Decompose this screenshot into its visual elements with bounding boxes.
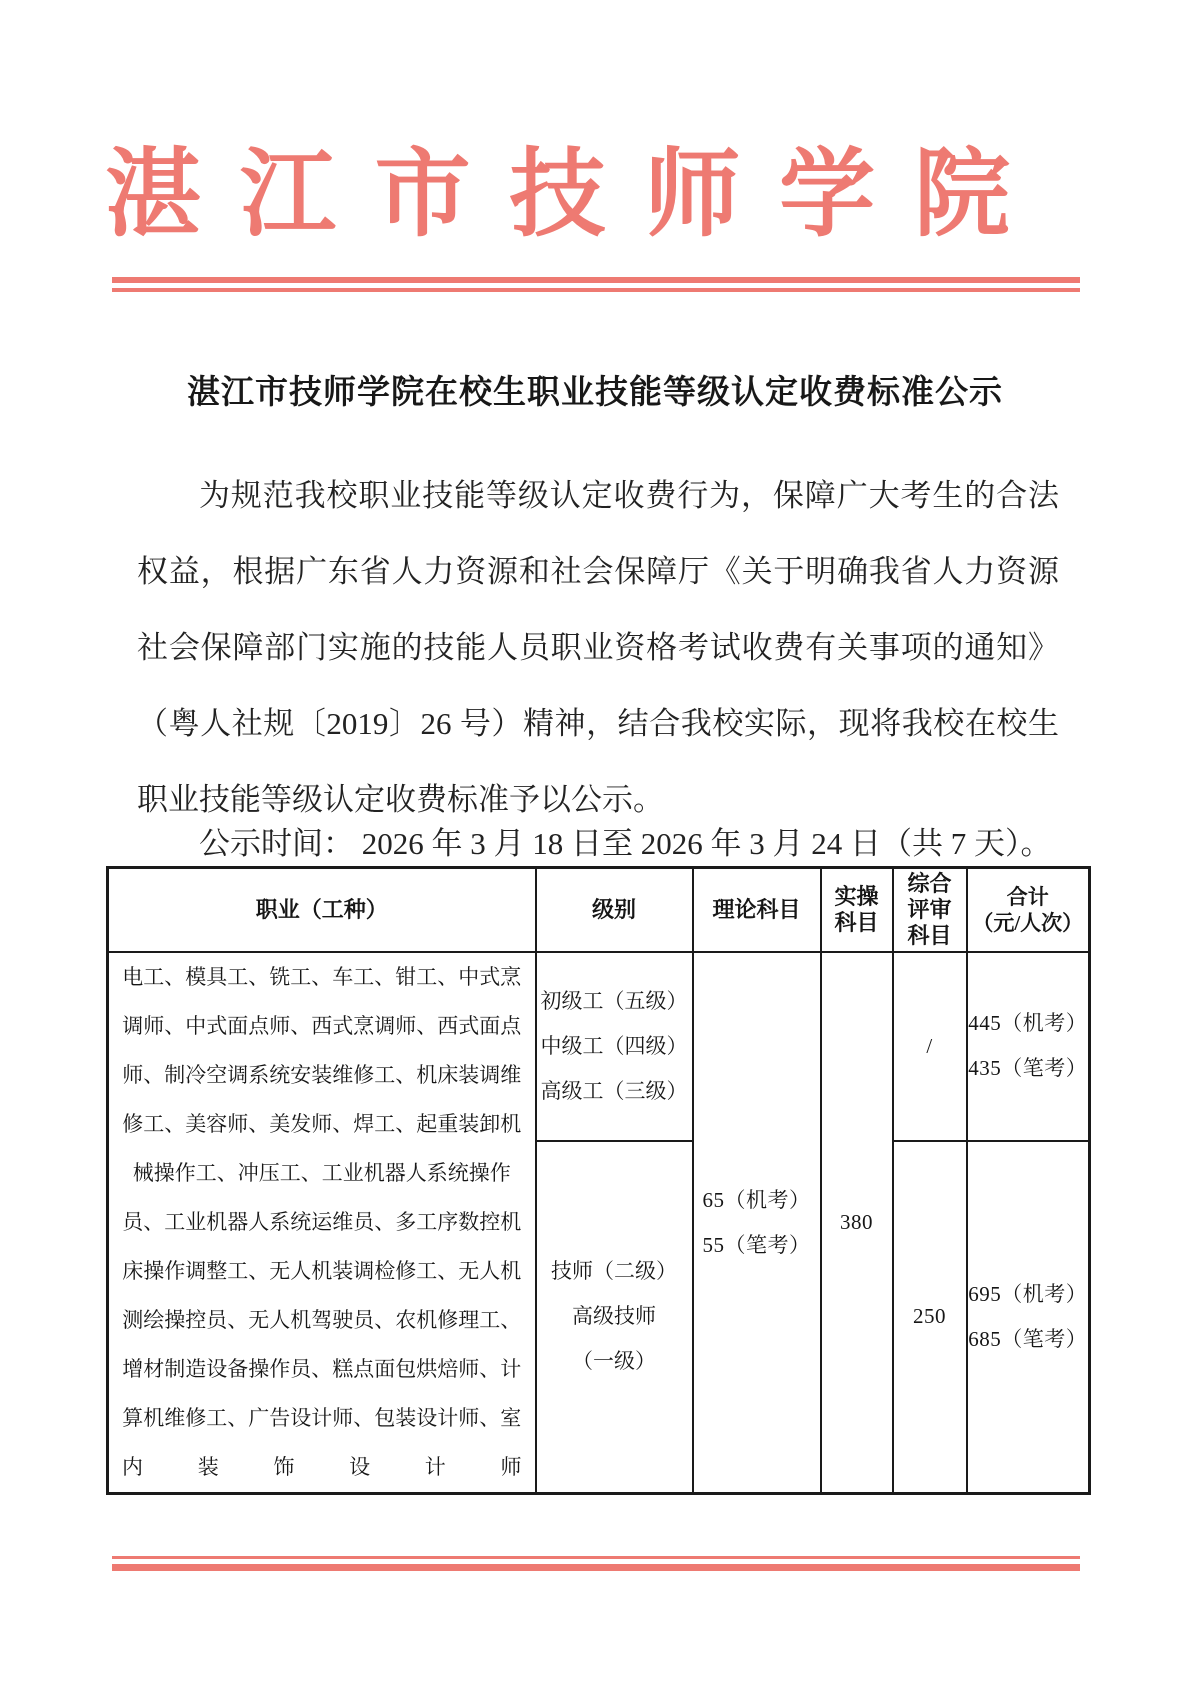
total-fee-line: 445（机考） (968, 1011, 1088, 1036)
col-header-practical (821, 868, 893, 953)
level-line: 中级工（四级） (540, 1033, 688, 1058)
col-header-total-line: （元/人次） (972, 911, 1084, 935)
footer-rule-top (112, 1556, 1080, 1559)
publicity-period: 公示时间： 2026 年 3 月 18 日至 2026 年 3 月 24 日（共 7 天）。 (199, 826, 1052, 861)
col-header-practical-line: 实操 (834, 884, 879, 909)
fee-table-header-row (108, 868, 1090, 953)
col-header-total (967, 868, 1090, 953)
letterhead-title (105, 142, 1010, 248)
col-header-review-line: 综合 (907, 871, 952, 896)
theory-fee-line: 65（机考） (702, 1187, 811, 1212)
review-fee-cell-senior: 250 (893, 1141, 967, 1494)
letterhead-char: 江 (239, 141, 336, 248)
letterhead-char: 院 (913, 141, 1010, 248)
fee-table (106, 866, 1091, 1495)
total-fee-line: 695（机考） (968, 1281, 1088, 1306)
letterhead-char: 学 (779, 141, 876, 248)
notice-title: 湛江市技师学院在校生职业技能等级认定收费标准公示 (187, 375, 1003, 411)
practical-fee-cell: 380 (821, 952, 893, 1494)
total-fee-cell-junior (967, 952, 1090, 1141)
col-header-theory: 理论科目 (693, 868, 821, 953)
level-line: 高级技师 (572, 1304, 656, 1329)
col-header-review-line: 科目 (907, 923, 952, 948)
level-cell-junior (536, 952, 693, 1141)
col-header-review (893, 868, 967, 953)
col-header-occupation: 职业（工种） (108, 868, 536, 953)
level-line: 初级工（五级） (540, 988, 688, 1013)
level-line: （一级） (572, 1349, 656, 1374)
letterhead-rule-top (112, 277, 1080, 283)
theory-fee-line: 55（笔考） (702, 1232, 811, 1257)
letterhead-rule-bottom (112, 288, 1080, 292)
level-line: 技师（二级） (551, 1259, 677, 1284)
col-header-level: 级别 (536, 868, 693, 953)
footer-rule-bottom (112, 1564, 1080, 1571)
theory-fee-cell (693, 952, 821, 1494)
col-header-total-line: 合计 (1006, 885, 1049, 909)
level-cell-senior (536, 1141, 693, 1494)
col-header-practical-line: 科目 (834, 910, 879, 935)
notice-paragraph: 为规范我校职业技能等级认定收费行为，保障广大考生的合法权益，根据广东省人力资源和社会保障厅《关于明确我省人力资源社会保障部门实施的技能人员职业资格考试收费有关事项的通知》（粤人社规〔2019〕26 号）精神，结合我校实际，现将我校在校生职业技能等级认定收费标准予以公示。 (137, 478, 1059, 817)
letterhead-char: 师 (644, 141, 741, 248)
occupation-list-cell: 电工、模具工、铣工、车工、钳工、中式烹调师、中式面点师、西式烹调师、西式面点师、制冷空调系统安装维修工、机床装调维修工、美容师、美发师、焊工、起重装卸机械操作工、冲压工、工业机器人系统操作员、工业机器人系统运维员、多工序数控机床操作调整工、无人机装调检修工、无人机测绘操控员、无人机驾驶员、农机修理工、增材制造设备操作员、糕点面包烘焙师、计算机维修工、广告设计师、包装设计师、室内装饰设计师 (108, 952, 536, 1494)
total-fee-line: 435（笔考） (968, 1056, 1088, 1081)
letterhead-char: 技 (509, 141, 606, 248)
fee-table-row-junior (108, 952, 1090, 1141)
review-fee-cell-junior: / (893, 952, 967, 1141)
col-header-review-line: 评审 (907, 897, 952, 922)
total-fee-cell-senior (967, 1141, 1090, 1494)
letterhead-char: 市 (374, 141, 471, 248)
level-line: 高级工（三级） (540, 1078, 688, 1103)
total-fee-line: 685（笔考） (968, 1326, 1088, 1351)
letterhead-char: 湛 (105, 141, 201, 248)
